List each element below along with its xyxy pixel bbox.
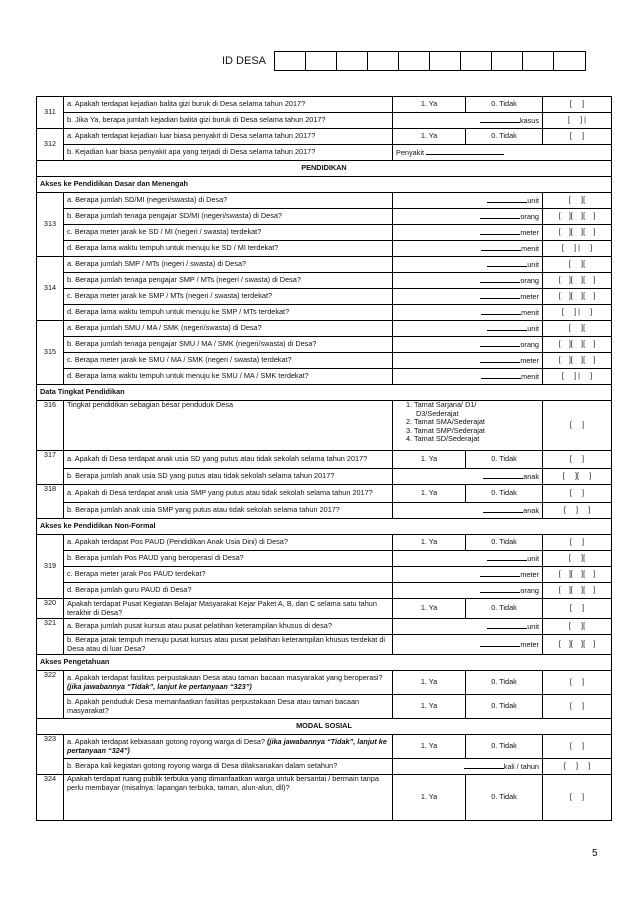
question-text: a. Berapa jumlah SD/MI (negeri/swasta) di Desa? <box>64 193 393 209</box>
answer-line[interactable] <box>480 639 520 647</box>
answer-line[interactable] <box>487 553 527 561</box>
option-ya[interactable]: 1. Ya <box>393 535 466 551</box>
answer-line[interactable] <box>426 147 504 155</box>
text-label: unit <box>527 622 539 632</box>
answer-box[interactable]: [ ] <box>543 451 612 469</box>
id-desa-field <box>222 51 586 71</box>
question-text: a. Berapa jumlah SMP / MTs (negeri / swasta) di Desa? <box>64 257 393 273</box>
table-cell <box>393 241 543 257</box>
table-row <box>37 695 612 719</box>
table-row <box>37 209 612 225</box>
answer-box[interactable]: [ ][ <box>543 321 612 337</box>
text-label: orang <box>520 212 539 222</box>
answer-box[interactable]: [ ][ ][ ] <box>543 567 612 583</box>
text-label: unit <box>527 324 539 334</box>
question-text: b. Berapa jumlah Pos PAUD yang beroperasi di Desa? <box>64 551 393 567</box>
option-ya[interactable]: 1. Ya <box>393 129 466 145</box>
table-row <box>37 193 612 209</box>
table-cell <box>393 273 543 289</box>
table-cell: Akses Pengetahuan <box>37 655 612 671</box>
answer-line[interactable] <box>481 307 521 315</box>
option-tidak[interactable]: 0. Tidak <box>466 695 543 719</box>
option-item[interactable]: 1. Tamat Sarjana/ D1/ <box>406 400 477 409</box>
table-cell <box>393 635 543 655</box>
answer-box[interactable]: [ ][ ][ ] <box>543 289 612 305</box>
table-row <box>37 775 612 821</box>
table-cell: MODAL SOSIAL <box>37 719 612 735</box>
row-312b <box>37 145 612 161</box>
table-cell <box>393 209 543 225</box>
answer-line[interactable] <box>487 195 527 203</box>
table-row <box>37 759 612 775</box>
question-number: 313 <box>37 193 64 257</box>
option-tidak[interactable]: 0. Tidak <box>466 451 543 469</box>
question-number: 312 <box>37 129 64 161</box>
table-row <box>37 469 612 485</box>
table-row <box>37 401 612 451</box>
table-row <box>37 369 612 385</box>
answer-box[interactable]: [ ] <box>543 97 612 113</box>
question-text: Tingkat pendidikan sebagian besar penduduk Desa <box>64 401 393 451</box>
answer-line[interactable] <box>480 115 520 123</box>
answer-box[interactable]: [ ][ <box>543 551 612 567</box>
text-label: unit <box>527 260 539 270</box>
table-row <box>37 225 612 241</box>
answer-line[interactable] <box>480 585 520 593</box>
question-number: 311 <box>37 97 64 129</box>
question-number: 323 <box>37 735 64 775</box>
subsection-pengetahuan <box>37 655 612 671</box>
question-text <box>64 735 393 759</box>
answer-line[interactable] <box>487 323 527 331</box>
option-ya[interactable]: 1. Ya <box>393 97 466 113</box>
text-label: a. Apakah terdapat fasilitas perpustakaan Desa atau taman bacaan masyarakat yang beroperasi? <box>67 673 383 682</box>
text-label: meter <box>520 640 539 650</box>
answer-line[interactable] <box>480 355 520 363</box>
option-tidak[interactable]: 0. Tidak <box>466 775 543 821</box>
answer-box[interactable]: [ ][ <box>543 193 612 209</box>
question-text: d. Berapa lama waktu tempuh untuk menuju ke SMU / MA / SMK terdekat? <box>64 369 393 385</box>
answer-line[interactable] <box>480 275 520 283</box>
answer-line[interactable] <box>480 291 520 299</box>
question-text: b. Berapa jumlah tenaga pengajar SMU / MA / SMK (negeri/swasta) di Desa? <box>64 337 393 353</box>
option-tidak[interactable]: 0. Tidak <box>466 485 543 503</box>
education-options[interactable] <box>396 401 539 444</box>
row-312a <box>37 129 612 145</box>
answer-line[interactable] <box>483 471 523 479</box>
answer-box[interactable]: [ ] <box>543 599 612 619</box>
text-label: meter <box>520 356 539 366</box>
text-label: orang <box>520 276 539 286</box>
answer-line[interactable] <box>464 761 504 769</box>
subsection-nonformal <box>37 519 612 535</box>
question-text: d. Berapa lama waktu tempuh untuk menuju ke SMP / MTs terdekat? <box>64 305 393 321</box>
table-row <box>37 305 612 321</box>
table-row <box>37 241 612 257</box>
table-cell <box>393 369 543 385</box>
question-text: b. Berapa jumlah tenaga pengajar SMP / MTs (negeri / swasta) di Desa? <box>64 273 393 289</box>
answer-box[interactable]: [ ] <box>543 401 612 451</box>
answer-box[interactable]: [ ] | ] <box>543 369 612 385</box>
option-item[interactable]: D3/Sederajat <box>416 408 459 418</box>
option-tidak[interactable]: 0. Tidak <box>466 129 543 145</box>
table-row <box>37 485 612 503</box>
table-row <box>37 503 612 519</box>
answer-line[interactable] <box>480 227 520 235</box>
table-cell <box>393 353 543 369</box>
table-cell <box>393 305 543 321</box>
table-cell <box>393 321 543 337</box>
answer-box[interactable]: [ ] <box>543 735 612 759</box>
question-text: a. Apakah terdapat Pos PAUD (Pendidikan Anak Usia Dini) di Desa? <box>64 535 393 551</box>
table-cell: Akses ke Pendidikan Non-Formal <box>37 519 612 535</box>
answer-box[interactable]: [ ][ ][ ] <box>543 273 612 289</box>
question-number: 317 <box>37 451 64 485</box>
table-cell <box>393 401 543 451</box>
answer-line[interactable] <box>487 621 527 629</box>
table-cell <box>393 759 543 775</box>
option-ya[interactable]: 1. Ya <box>393 599 466 619</box>
answer-box[interactable]: [ ][ ][ ] <box>543 353 612 369</box>
option-ya[interactable]: 1. Ya <box>393 775 466 821</box>
answer-line[interactable] <box>480 211 520 219</box>
table-cell <box>393 257 543 273</box>
text-label: anak <box>523 506 539 516</box>
table-row <box>37 599 612 619</box>
question-number: 321 <box>37 619 64 655</box>
option-ya[interactable]: 1. Ya <box>393 451 466 469</box>
answer-line[interactable] <box>483 505 523 513</box>
answer-box[interactable]: [ ][ <box>543 619 612 635</box>
answer-box[interactable]: [ ] <box>543 485 612 503</box>
answer-box[interactable]: [ ] <box>543 129 612 145</box>
text-label: meter <box>520 292 539 302</box>
option-item[interactable]: 4. Tamat SD/Sederajat <box>406 434 480 443</box>
option-tidak[interactable]: 0. Tidak <box>466 599 543 619</box>
question-text: a. Apakah di Desa terdapat anak usia SD yang putus atau tidak sekolah selama tahun 2017? <box>64 451 393 469</box>
table-row <box>37 735 612 759</box>
question-number: 320 <box>37 599 64 619</box>
question-text: d. Berapa jumlah guru PAUD di Desa? <box>64 583 393 599</box>
option-tidak[interactable]: 0. Tidak <box>466 97 543 113</box>
table-cell <box>393 567 543 583</box>
answer-line[interactable] <box>481 243 521 251</box>
text-label: (jika jawabannya “Tidak”, lanjut ke pertanyaan “323”) <box>67 681 252 691</box>
answer-box[interactable]: [ ][ ] <box>543 469 612 485</box>
id-desa-boxes[interactable] <box>274 51 586 71</box>
answer-box[interactable]: [ ][ ][ ] <box>543 583 612 599</box>
question-text: b. Berapa jumlah tenaga pengajar SD/MI (negeri/swasta) di Desa? <box>64 209 393 225</box>
answer-box[interactable]: [ ][ ][ ] <box>543 635 612 655</box>
answer-box[interactable]: [ ] | <box>543 113 612 129</box>
question-text: b. Berapa kali kegiatan gotong royong warga di Desa dilaksanakan dalam setahun? <box>64 759 393 775</box>
table-row <box>37 551 612 567</box>
id-desa-label: ID DESA <box>222 55 267 67</box>
question-number: 319 <box>37 535 64 599</box>
table-cell: PENDIDIKAN <box>37 161 612 177</box>
question-text: a. Apakah terdapat kejadian luar biasa penyakit di Desa selama tahun 2017? <box>64 129 393 145</box>
text-label: unit <box>527 554 539 564</box>
text-label: menit <box>521 308 539 318</box>
table-cell: Data Tingkat Pendidikan <box>37 385 612 401</box>
question-text: a. Apakah di Desa terdapat anak usia SMP yang putus atau tidak sekolah selama tahun 2017? <box>64 485 393 503</box>
questionnaire-table <box>36 96 612 821</box>
answer-box[interactable]: [ ][ <box>543 257 612 273</box>
text-label: meter <box>520 228 539 238</box>
table-row <box>37 321 612 337</box>
table-row <box>37 535 612 551</box>
question-number: 318 <box>37 485 64 519</box>
table-row <box>37 257 612 273</box>
question-text: b. Berapa jarak tempuh menuju pusat kursus atau pusat pelatihan keterampilan khusus terdekat di Desa atau di luar Desa? <box>64 635 393 655</box>
answer-box[interactable]: [ ][ ][ ] <box>543 225 612 241</box>
table-cell <box>393 337 543 353</box>
page-number: 5 <box>592 848 598 859</box>
question-number: 316 <box>37 401 64 451</box>
subsection-tingkat <box>37 385 612 401</box>
text-label: kali / tahun <box>503 762 539 772</box>
answer-box[interactable]: [ ] <box>543 695 612 719</box>
question-text: a. Berapa jumlah pusat kursus atau pusat pelatihan keterampilan khusus di desa? <box>64 619 393 635</box>
question-text: b. Berapa jumlah anak usia SMP yang putus atau tidak sekolah selama tahun 2017? <box>64 503 393 519</box>
table-row <box>37 273 612 289</box>
option-tidak[interactable]: 0. Tidak <box>466 735 543 759</box>
text-label: (jika jawabannya “Tidak”, lanjut ke pertanyaan “324”) <box>67 737 387 755</box>
question-text: a. Berapa jumlah SMU / MA / SMK (negeri/swasta) di Desa? <box>64 321 393 337</box>
table-row <box>37 635 612 655</box>
answer-line[interactable] <box>480 569 520 577</box>
question-text: c. Berapa meter jarak ke SMU / MA / SMK (negeri / swasta) terdekat? <box>64 353 393 369</box>
answer-box[interactable]: [ ] <box>543 671 612 695</box>
answer-box[interactable]: [ ] | ] <box>543 305 612 321</box>
row-311b <box>37 113 612 129</box>
option-tidak[interactable]: 0. Tidak <box>466 671 543 695</box>
text-label: unit <box>527 196 539 206</box>
question-text: c. Berapa meter jarak ke SMP / MTs (negeri / swasta) terdekat? <box>64 289 393 305</box>
answer-box[interactable]: [ ] ] <box>543 759 612 775</box>
answer-line[interactable] <box>487 259 527 267</box>
text-label: menit <box>521 244 539 254</box>
answer-box[interactable]: [ ] ] <box>543 503 612 519</box>
table-row <box>37 567 612 583</box>
question-text: b. Jika Ya, berapa jumlah kejadian balita gizi buruk di Desa selama tahun 2017? <box>64 113 393 129</box>
option-item[interactable]: 2. Tamat SMA/Sederajat <box>406 417 485 426</box>
table-cell <box>393 145 612 161</box>
text-label: Penyakit <box>396 148 424 158</box>
table-cell <box>393 469 543 485</box>
answer-box[interactable]: [ ] | ] <box>543 241 612 257</box>
question-text: b. Apakah penduduk Desa memanfaatkan fasilitas perpustakaan Desa atau taman bacaan masyarakat? <box>64 695 393 719</box>
answer-box[interactable]: [ ] <box>543 535 612 551</box>
section-pendidikan <box>37 161 612 177</box>
question-text <box>64 671 393 695</box>
table-cell <box>393 289 543 305</box>
answer-box[interactable]: [ ][ ][ ] <box>543 337 612 353</box>
table-row <box>37 671 612 695</box>
table-cell: Akses ke Pendidikan Dasar dan Menengah <box>37 177 612 193</box>
option-ya[interactable]: 1. Ya <box>393 485 466 503</box>
question-text: b. Berapa jumlah anak usia SD yang putus atau tidak sekolah selama tahun 2017? <box>64 469 393 485</box>
question-text: d. Berapa lama waktu tempuh untuk menuju ke SD / MI terdekat? <box>64 241 393 257</box>
row-311a <box>37 97 612 113</box>
table-row <box>37 619 612 635</box>
question-text: c. Berapa meter jarak Pos PAUD terdekat? <box>64 567 393 583</box>
option-tidak[interactable]: 0. Tidak <box>466 535 543 551</box>
option-ya[interactable]: 1. Ya <box>393 671 466 695</box>
question-text: a. Apakah terdapat kejadian balita gizi buruk di Desa selama tahun 2017? <box>64 97 393 113</box>
question-text: b. Kejadian luar biasa penyakit apa yang terjadi di Desa selama tahun 2017? <box>64 145 393 161</box>
answer-box[interactable]: [ ][ ][ ] <box>543 209 612 225</box>
question-text: Apakah terdapat ruang publik terbuka yang dimanfaatkan warga untuk bersantai / bermain tanpa perlu membayar (misalnya: lapangan terbuka, taman, alun-alun, dll)? <box>64 775 393 821</box>
option-item[interactable]: 3. Tamat SMP/Sederajat <box>406 425 485 435</box>
question-text: Apakah terdapat Pusat Kegiatan Belajar Masyarakat Kejar Paket A, B, dan C selama satu tahun terakhir di Desa? <box>64 599 393 619</box>
section-modal-sosial <box>37 719 612 735</box>
text-label: anak <box>523 472 539 482</box>
table-row <box>37 583 612 599</box>
question-text: c. Berapa meter jarak ke SD / MI (negeri / swasta) terdekat? <box>64 225 393 241</box>
text-label: kasus <box>519 116 539 126</box>
text-label: meter <box>520 570 539 580</box>
text-label: a. Apakah terdapat kebiasaan gotong royong warga di Desa? <box>67 737 265 746</box>
subsection-dasar <box>37 177 612 193</box>
table-row <box>37 337 612 353</box>
option-ya[interactable]: 1. Ya <box>393 735 466 759</box>
answer-line[interactable] <box>481 371 521 379</box>
table-cell <box>393 583 543 599</box>
table-row <box>37 289 612 305</box>
table-row <box>37 353 612 369</box>
table-row <box>37 451 612 469</box>
question-number: 315 <box>37 321 64 385</box>
text-label: menit <box>521 372 539 382</box>
table-cell <box>393 551 543 567</box>
table-cell <box>393 619 543 635</box>
option-ya[interactable]: 1. Ya <box>393 695 466 719</box>
table-cell <box>393 113 543 129</box>
answer-line[interactable] <box>480 339 520 347</box>
question-number: 322 <box>37 671 64 719</box>
question-number: 324 <box>37 775 64 821</box>
table-cell <box>393 225 543 241</box>
question-number: 314 <box>37 257 64 321</box>
table-cell <box>393 503 543 519</box>
answer-box[interactable]: [ ] <box>543 775 612 821</box>
text-label: orang <box>520 340 539 350</box>
text-label: orang <box>520 586 539 596</box>
table-cell <box>393 193 543 209</box>
